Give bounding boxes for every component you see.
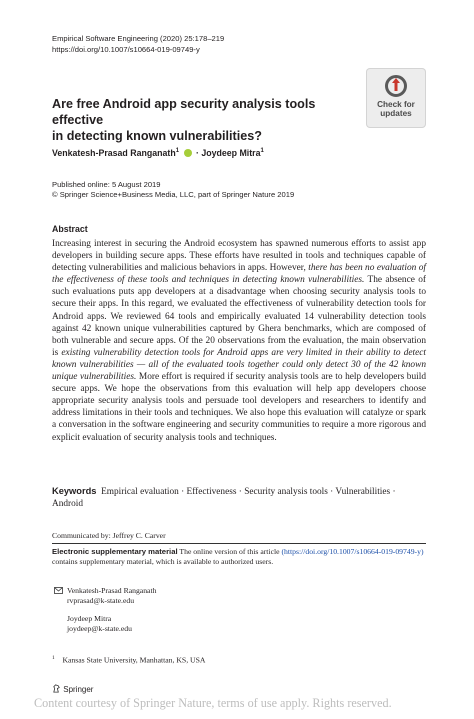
contact-block-2 <box>67 614 132 634</box>
badge-line2: updates <box>380 109 412 118</box>
esm-text: contains supplementary material, which is available to authorized users. <box>52 556 274 566</box>
author-name[interactable]: Joydeep Mitra <box>201 148 261 158</box>
communicated-by: Communicated by: Jeffrey C. Carver <box>52 531 166 540</box>
author-separator: · <box>193 148 202 158</box>
esm-label: Electronic supplementary material <box>52 547 178 556</box>
abstract-text: The absence of such evaluations puts app developers at a disadvantage when choosing security analysis tools to secure their apps. In this regard, we evaluated the effectiveness of vulnerability detection tools for Android apps. We reviewed 64 tools and empirically evaluated 14 vulnerability detection tools against 42 known unique vulnerabilities captured by Ghera benchmarks, which are composed of both vulnerable and secure apps. Of the 20 observations from the evaluation, the main observation is <box>52 275 426 358</box>
badge-line1: Check for <box>377 100 415 109</box>
paper-title <box>52 96 352 144</box>
esm-link[interactable]: (https://doi.org/10.1007/s10664-019-09749-y) <box>281 547 424 556</box>
publication-meta <box>52 180 294 200</box>
contact-name: Joydeep Mitra <box>67 614 112 623</box>
orcid-icon[interactable] <box>184 149 192 157</box>
contact-name: Venkatesh-Prasad Ranganath <box>67 586 157 595</box>
esm-text: The online version of this article <box>179 547 280 556</box>
footnote-divider <box>52 543 426 544</box>
abstract-text: More effort is required if security analysis tools are to help developers build secure apps. We hope the observations from this evaluation will help app developers choose appropriate security analysis tools and persuade tool developers and researchers to identify and address limitations in their tools and techniques. We also hope this evaluation will catalyze or spark a conversation in the software engineering and security communities to require a more rigorous and explicit evaluation of security analysis tools and techniques. <box>52 372 426 443</box>
keywords <box>52 485 426 510</box>
contact-info <box>52 586 352 646</box>
author-list <box>52 148 264 158</box>
doi-link[interactable]: https://doi.org/10.1007/s10664-019-09749-y <box>52 44 200 54</box>
contact-block-1 <box>67 586 156 606</box>
published-date: Published online: 5 August 2019 <box>52 180 161 189</box>
springer-logo <box>52 684 93 694</box>
contact-email[interactable]: joydeep@k-state.edu <box>67 624 132 633</box>
watermark: Content courtesy of Springer Nature, terms of use apply. Rights reserved. <box>34 696 392 710</box>
affiliation <box>52 655 205 665</box>
copyright-notice: © Springer Science+Business Media, LLC, part of Springer Nature 2019 <box>52 190 295 199</box>
email-icon <box>54 587 63 594</box>
keywords-list: Empirical evaluation · Effectiveness · Security analysis tools · Vulnerabilities · Android <box>52 487 396 509</box>
title-line1: Are free Android app security analysis tools effective <box>52 97 316 127</box>
check-for-updates-icon <box>384 74 408 98</box>
esm-note <box>52 547 426 567</box>
author-affil-sup: 1 <box>175 148 180 155</box>
abstract-body <box>52 238 426 444</box>
publisher-name: Springer <box>63 685 94 694</box>
abstract-heading: Abstract <box>52 224 88 234</box>
author-name[interactable]: Venkatesh-Prasad Ranganath <box>52 148 176 158</box>
springer-horse-icon <box>52 684 61 693</box>
abstract-emphasis: there has been no evaluation of the effectiveness of these tools and techniques in detecting known vulnerabilities. <box>52 263 426 286</box>
affiliation-text: Kansas State University, Manhattan, KS, USA <box>62 655 206 665</box>
affiliation-number: 1 <box>52 655 55 661</box>
abstract-emphasis: existing vulnerability detection tools for Android apps are very limited in their ability to detect known vulnerabilities — all of the evaluated tools together could only detect 30 of the 42 known unique vulnerabilities. <box>52 347 426 383</box>
check-for-updates-badge[interactable] <box>366 68 426 128</box>
title-line2: in detecting known vulnerabilities? <box>52 129 262 143</box>
contact-email[interactable]: rvprasad@k-state.edu <box>67 596 135 605</box>
keywords-label: Keywords <box>52 486 97 496</box>
author-affil-sup: 1 <box>260 148 264 155</box>
abstract-text: Increasing interest in securing the Android ecosystem has spawned numerous efforts to assist app developers in building secure apps. These efforts have resulted in tools and techniques capable of detecting vulnerabilities and malicious behaviors in apps. However, <box>52 239 426 274</box>
journal-header <box>52 34 224 55</box>
journal-citation: Empirical Software Engineering (2020) 25:178–219 <box>52 34 225 43</box>
